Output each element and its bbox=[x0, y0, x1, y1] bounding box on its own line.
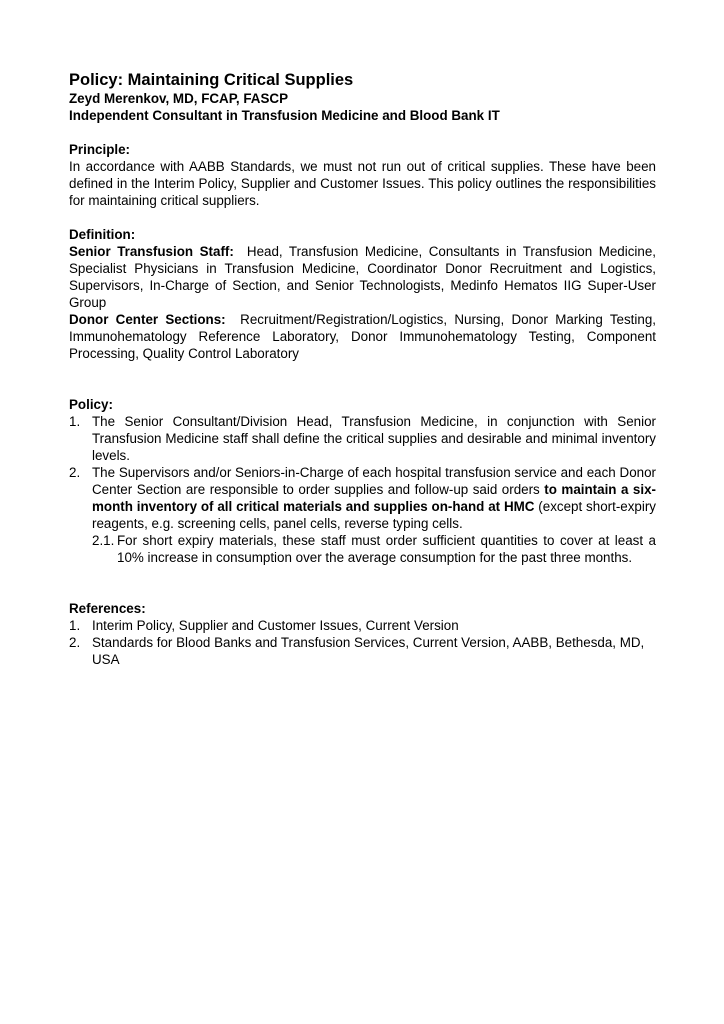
policy-subitem-text: For short expiry materials, these staff must order sufficient quantities to cover at least a 10% increase in consumption over the average consumption for the past three months. bbox=[117, 533, 656, 565]
policy-list bbox=[69, 413, 656, 566]
policy-item-text-after: (except short-expiry reagents, e.g. screening cells, panel cells, reverse typing cells. bbox=[92, 499, 656, 531]
references-list bbox=[69, 617, 656, 668]
policy-heading: Policy: bbox=[69, 397, 113, 412]
references-heading: References: bbox=[69, 601, 146, 616]
policy-item-text: The Supervisors and/or Seniors-in-Charge of each hospital transfusion service and each Donor Center Section are responsible to order supplies and follow-up said orders bbox=[92, 465, 656, 497]
list-number: 2. bbox=[69, 465, 81, 480]
definition-section bbox=[69, 226, 660, 362]
definition-text: Head, Transfusion Medicine, Consultants in Transfusion Medicine, Specialist Physicians in Transfusion Medicine, Coordinator Donor Recruitment and Logistics, Supervisors, In-Charge of Section, and Senior Technologists, Medinfo Hematos IIG Super-User Group bbox=[69, 244, 660, 310]
principle-text: In accordance with AABB Standards, we must not run out of critical supplies. These have been defined in the Interim Policy, Supplier and Customer Issues. This policy outlines the responsibilities for maintaining critical suppliers. bbox=[69, 159, 656, 208]
definition-term: Senior Transfusion Staff: bbox=[69, 244, 234, 259]
list-number: 1. bbox=[69, 618, 81, 633]
reference-text: Standards for Blood Banks and Transfusion Services, Current Version, AABB, Bethesda, MD, USA bbox=[92, 635, 645, 667]
document-title: Policy: Maintaining Critical Supplies bbox=[69, 71, 354, 89]
policy-item bbox=[69, 413, 656, 464]
list-number: 1. bbox=[69, 414, 81, 429]
definition-term: Donor Center Sections: bbox=[69, 312, 226, 327]
policy-item bbox=[69, 464, 656, 566]
policy-item-text: The Senior Consultant/Division Head, Transfusion Medicine, in conjunction with Senior Transfusion Medicine staff shall define the critical supplies and desirable and minimal inventory levels. bbox=[92, 414, 656, 463]
principle-heading: Principle: bbox=[69, 142, 131, 157]
definition-item bbox=[69, 311, 660, 362]
principle-section bbox=[69, 141, 656, 209]
reference-item bbox=[69, 617, 656, 634]
policy-section bbox=[69, 396, 656, 566]
affiliation-line: Independent Consultant in Transfusion Medicine and Blood Bank IT bbox=[69, 108, 500, 123]
policy-item-emphasis: to maintain a six-month inventory of all critical materials and supplies on-hand at HMC bbox=[92, 482, 657, 514]
definition-item bbox=[69, 243, 660, 311]
reference-item bbox=[69, 634, 656, 668]
references-section bbox=[69, 600, 656, 668]
definition-heading: Definition: bbox=[69, 227, 136, 242]
author-line: Zeyd Merenkov, MD, FCAP, FASCP bbox=[69, 91, 289, 106]
list-number: 2. bbox=[69, 635, 81, 650]
reference-text: Interim Policy, Supplier and Customer Issues, Current Version bbox=[92, 618, 459, 633]
policy-subitem bbox=[92, 532, 656, 566]
list-number: 2.1. bbox=[92, 533, 115, 548]
definition-text: Recruitment/Registration/Logistics, Nursing, Donor Marking Testing, Immunohematology Reference Laboratory, Donor Immunohematology Testing, Component Processing, Quality Control Laboratory bbox=[69, 312, 660, 361]
